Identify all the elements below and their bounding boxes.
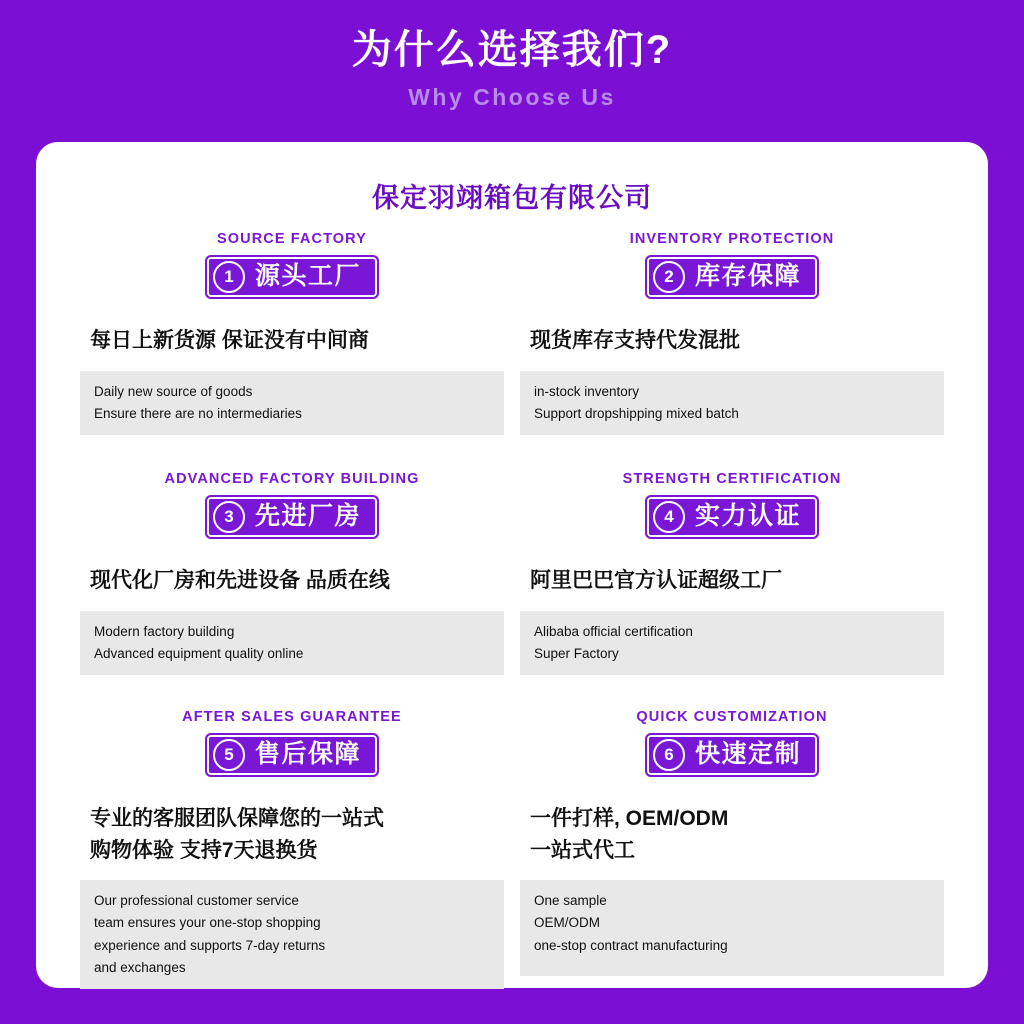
feature-description-en-line: one-stop contract manufacturing xyxy=(534,937,728,953)
row-spacer xyxy=(72,675,952,709)
feature-number: 6 xyxy=(653,739,685,771)
feature-block-3 xyxy=(72,471,512,675)
feature-badge-label: 库存保障 xyxy=(694,262,801,291)
feature-eyebrow: INVENTORY PROTECTION xyxy=(629,231,835,247)
feature-description-en xyxy=(520,611,944,676)
feature-description-en-line: OEM/ODM xyxy=(534,915,600,931)
page-subtitle: Why Choose Us xyxy=(408,84,616,110)
feature-badge-row xyxy=(520,495,944,539)
feature-description-cn xyxy=(80,325,504,357)
feature-description-cn-line: 一件打样, OEM/ODM xyxy=(530,807,729,831)
feature-description-en xyxy=(520,880,944,976)
feature-badge-row xyxy=(520,733,944,777)
feature-number: 3 xyxy=(213,501,245,533)
feature-eyebrow: QUICK CUSTOMIZATION xyxy=(636,709,828,726)
feature-badge-label: 实力认证 xyxy=(694,502,801,531)
feature-badge-row xyxy=(520,255,944,299)
feature-block-5 xyxy=(72,709,512,989)
feature-description-en-line: Advanced equipment quality online xyxy=(94,645,304,661)
feature-number: 5 xyxy=(213,739,245,771)
feature-badge-label: 源头工厂 xyxy=(254,262,361,291)
feature-description-en-line: experience and supports 7-day returns xyxy=(94,937,326,953)
content-card xyxy=(36,142,988,988)
feature-badge-row xyxy=(80,733,504,777)
feature-number: 1 xyxy=(213,261,245,293)
feature-badge-label: 先进厂房 xyxy=(254,502,361,531)
feature-block-2 xyxy=(512,231,952,435)
feature-description-cn xyxy=(520,803,944,866)
feature-badge xyxy=(205,255,379,299)
feature-description-cn-line: 购物体验 支持7天退换货 xyxy=(90,838,318,862)
feature-badge-label: 快速定制 xyxy=(694,740,801,769)
feature-description-en-line: and exchanges xyxy=(94,959,186,975)
feature-description-en xyxy=(80,611,504,676)
feature-description-en-line: Our professional customer service xyxy=(94,893,299,909)
feature-row-2 xyxy=(72,471,952,675)
feature-eyebrow: SOURCE FACTORY xyxy=(217,231,367,247)
feature-description-cn xyxy=(80,803,504,866)
feature-description-en-line: team ensures your one-stop shopping xyxy=(94,915,321,931)
feature-description-en xyxy=(80,371,504,436)
feature-number: 2 xyxy=(653,261,685,293)
row-spacer xyxy=(72,435,952,471)
feature-description-cn-line: 每日上新货源 保证没有中间商 xyxy=(90,329,369,352)
feature-description-en-line: Alibaba official certification xyxy=(534,623,693,639)
feature-description-en-line: Modern factory building xyxy=(94,623,235,639)
feature-eyebrow: ADVANCED FACTORY BUILDING xyxy=(164,471,420,488)
feature-description-cn-line: 现代化厂房和先进设备 品质在线 xyxy=(90,569,390,593)
feature-block-4 xyxy=(512,471,952,675)
feature-badge-label: 售后保障 xyxy=(254,740,361,769)
feature-badge xyxy=(205,733,379,777)
feature-description-cn xyxy=(520,565,944,597)
feature-description-cn-line: 一站式代工 xyxy=(530,838,635,862)
feature-description-cn xyxy=(80,565,504,597)
feature-badge xyxy=(645,733,819,777)
feature-description-cn-line: 现货库存支持代发混批 xyxy=(530,329,740,352)
feature-eyebrow: STRENGTH CERTIFICATION xyxy=(622,471,842,488)
feature-description-cn-line: 阿里巴巴官方认证超级工厂 xyxy=(530,569,782,593)
feature-description-en-line: Support dropshipping mixed batch xyxy=(534,405,739,421)
feature-description-en-line: Daily new source of goods xyxy=(94,383,253,399)
feature-badge-row xyxy=(80,495,504,539)
feature-row-3 xyxy=(72,709,952,989)
feature-description-en-line: One sample xyxy=(534,893,607,909)
feature-description-en-line: Ensure there are no intermediaries xyxy=(94,405,302,421)
feature-block-1 xyxy=(72,231,512,435)
feature-row-1 xyxy=(72,231,952,435)
feature-description-en xyxy=(520,371,944,436)
feature-badge xyxy=(645,495,819,539)
feature-badge xyxy=(645,255,819,299)
feature-description-en-line: in-stock inventory xyxy=(534,383,640,399)
company-name: 保定羽翊箱包有限公司 xyxy=(372,183,652,213)
feature-badge xyxy=(205,495,379,539)
poster-header xyxy=(0,0,1024,111)
page-title: 为什么选择我们? xyxy=(351,28,673,72)
feature-block-6 xyxy=(512,709,952,989)
feature-description-cn xyxy=(520,325,944,357)
feature-description-en xyxy=(80,880,504,989)
feature-badge-row xyxy=(80,255,504,299)
feature-description-en-line: Super Factory xyxy=(534,645,619,661)
feature-description-cn-line: 专业的客服团队保障您的一站式 xyxy=(90,807,384,831)
feature-number: 4 xyxy=(653,501,685,533)
feature-eyebrow: AFTER SALES GUARANTEE xyxy=(182,709,402,726)
